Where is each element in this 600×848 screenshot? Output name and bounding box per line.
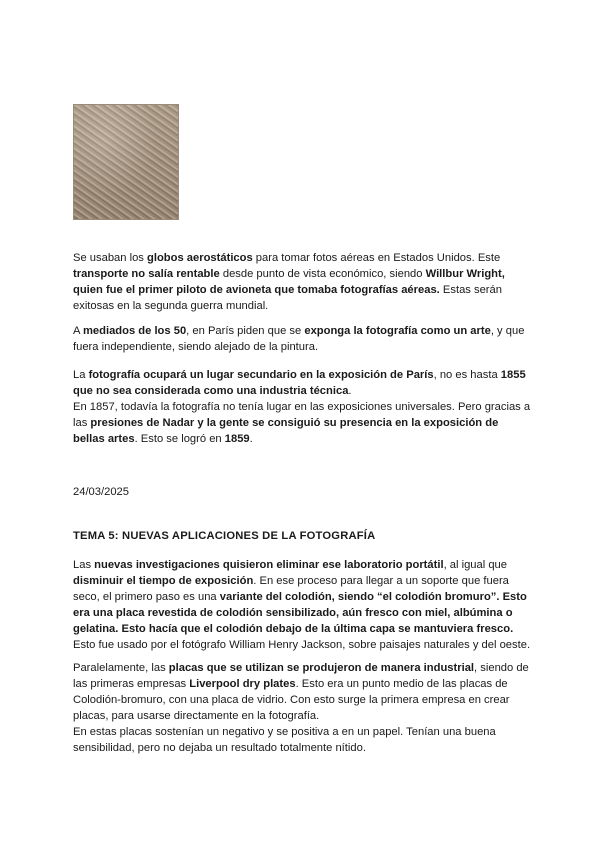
paragraph-paris-art: A mediados de los 50, en París piden que se exponga la fotografía como un arte, y que fuera independiente, siendo alejado de la pintura. [73,325,525,353]
paragraph-industrial-plates: Paralelamente, las placas que se utilizan se produjeron de manera industrial, siendo de las primeras empresas Liverpool dry plates. Esto era un punto medio de las placas de Colodión-bromuro, con una placa de vidrio. Con esto surge la primera empresa en crear placas, para usarse directamente en la fotografía. En estas placas sostenían un negativo y se positiva a en un papel. Tenían una buena sensibilidad, pero no dejaba un resultado totalmente nítido. [73,662,529,754]
aerial-city-photo [73,104,179,220]
section-heading: TEMA 5: NUEVAS APLICACIONES DE LA FOTOGRAFÍA [73,530,376,542]
paragraph-balloons: Se usaban los globos aerostáticos para tomar fotos aéreas en Estados Unidos. Este transporte no salía rentable desde punto de vista económico, siendo Willbur Wright, quien fue el primer piloto de avioneta que tomaba fotografías aéreas. Estas serán exitosas en la segunda guerra mundial. [73,252,505,312]
paragraph-exhibitions: La fotografía ocupará un lugar secundario en la exposición de París, no es hasta 1855 que no sea considerada como una industria técnica. En 1857, todavía la fotografía no tenía lugar en las exposiciones universales. Pero gracias a las presiones de Nadar y la gente se consiguió su presencia en la exposición de bellas artes. Esto se logró en 1859. [73,369,531,445]
paragraph-new-research: Las nuevas investigaciones quisieron eliminar ese laboratorio portátil, al igual que disminuir el tiempo de exposición. En ese proceso para llegar a un soporte que fuera seco, el primero paso es una variante del colodión, siendo “el colodión bromuro”. Esto era una placa revestida de colodión sensibilizado, aún fresco con miel, albúmina o gelatina. Esto hacía que el colodión debajo de la última capa se mantuviera fresco. Esto fue usado por el fotógrafo William Henry Jackson, sobre paisajes naturales y del oeste. [73,559,531,651]
date-label: 24/03/2025 [73,486,129,498]
